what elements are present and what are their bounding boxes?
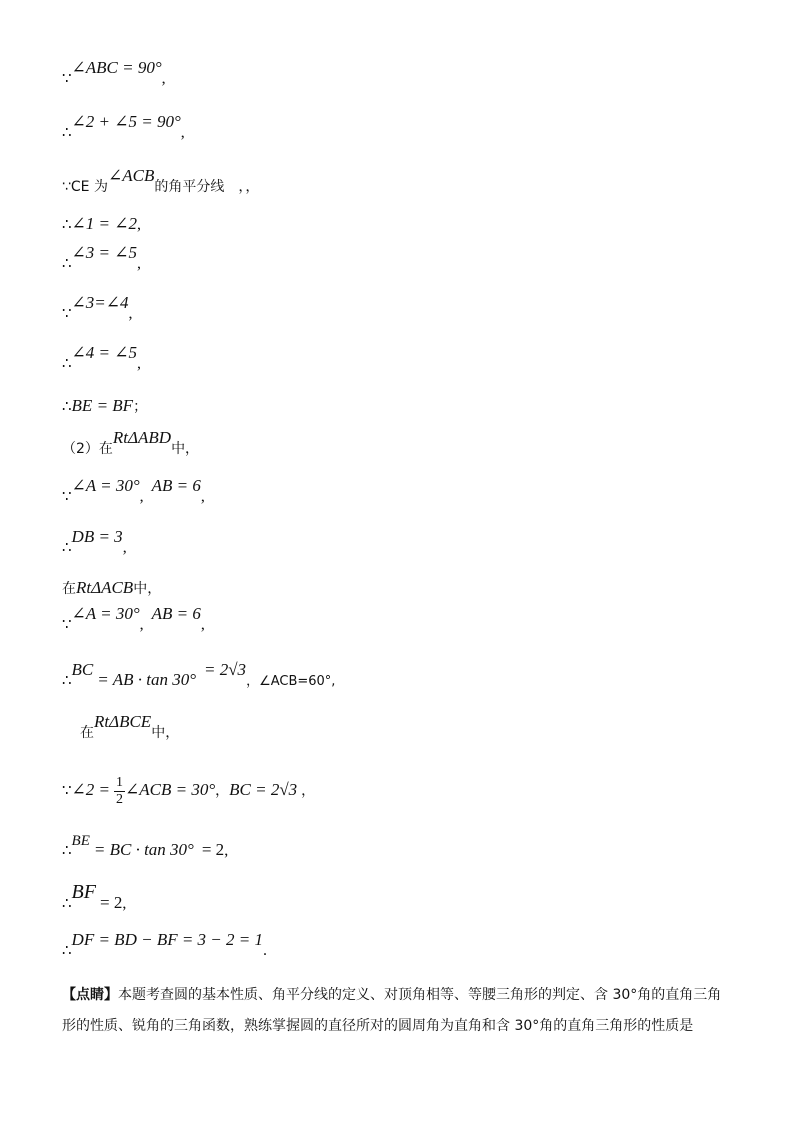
math-expression: AB = 6 (151, 476, 201, 495)
math-expression: RtΔBCE (94, 712, 152, 731)
text-suffix: 中， (151, 725, 180, 741)
math-expression: = 2 (99, 893, 123, 912)
math-expression: ∠ACB (107, 166, 155, 185)
because-symbol: ∵ (62, 487, 72, 505)
step-be-bf (62, 396, 147, 417)
text-suffix: 的角平分线 ，， (154, 179, 260, 195)
math-expression: ∠ABC = 90° (71, 58, 162, 77)
part-2-intro (62, 428, 200, 459)
math-expression: ∠ACB = 30° (125, 780, 216, 799)
therefore-symbol: ∴ (62, 254, 72, 272)
math-expression: = 2 (201, 840, 225, 859)
triangle-bce-intro (80, 712, 180, 743)
punctuation: ； (133, 399, 148, 415)
text-prefix: ∵CE 为 (62, 179, 108, 195)
punctuation: , (122, 539, 127, 556)
comment-text: 本题考查圆的基本性质、角平分线的定义、对顶角相等、等腰三角形的判定、含 30°角的直角三角形的性质、锐角的三角函数，熟练掌握圆的直径所对的圆周角为直角和含 30°角的直角三角形的性质是 (62, 987, 722, 1034)
punctuation: , (137, 216, 142, 233)
text-suffix: 中， (171, 441, 200, 457)
math-expression: ∠3 = ∠5 (71, 243, 138, 262)
math-expression: BE = BF (71, 396, 134, 415)
text-suffix: ，∠ACB=60°, (246, 674, 336, 689)
punctuation: . (263, 942, 267, 959)
punctuation: , (200, 488, 205, 505)
text-suffix: 中， (133, 581, 162, 597)
math-expression: AB = 6 (151, 604, 201, 623)
step-be-value (62, 833, 229, 861)
math-expression: = BC · tan 30° (93, 840, 194, 859)
punctuation: , (137, 355, 142, 372)
text-prefix: 在 (62, 581, 76, 597)
comment-tag: 【点睛】 (62, 987, 118, 1003)
punctuation: , (137, 255, 142, 272)
punctuation: , (224, 842, 229, 859)
math-expression: ∠2 = (71, 780, 111, 799)
therefore-symbol: ∴ (62, 354, 72, 372)
triangle-acb-intro (62, 578, 161, 599)
punctuation: , (161, 70, 166, 87)
step-angle-3-4 (62, 293, 133, 324)
math-expression: ∠3=∠4 (71, 293, 129, 312)
math-expression: = AB · tan 30° (97, 670, 196, 689)
therefore-symbol: ∴ (62, 841, 72, 859)
math-expression: = 2√3 (204, 660, 247, 679)
math-expression: RtΔABD (112, 428, 172, 447)
math-expression: ∠1 = ∠2 (71, 214, 138, 233)
math-expression: BC = 2√3 (229, 780, 298, 799)
therefore-symbol: ∴ (62, 538, 72, 556)
therefore-symbol: ∴ (62, 215, 72, 233)
because-symbol: ∵ (62, 781, 72, 799)
step-db (62, 527, 127, 558)
comment-paragraph (62, 980, 727, 1042)
step-given-a-ab: ∵∠A = 30°, AB = 6, (62, 476, 205, 505)
step-bf-value (62, 881, 127, 914)
punctuation: , (200, 616, 205, 633)
therefore-symbol: ∴ (62, 671, 72, 689)
text-prefix: 在 (80, 725, 94, 741)
punctuation: , (122, 895, 127, 912)
step-bisector (62, 166, 260, 197)
punctuation: ， (301, 783, 316, 799)
because-symbol: ∵ (62, 615, 72, 633)
step-angle-1-2 (62, 214, 141, 235)
step-df-value (62, 930, 267, 961)
punctuation: , (180, 124, 185, 141)
math-expression: BF (71, 881, 96, 903)
step-bc (62, 660, 336, 692)
math-expression: ∠A = 30° (71, 604, 140, 623)
math-expression: BC (71, 660, 94, 679)
math-expression: ∠A = 30° (71, 476, 140, 495)
math-expression: BE (71, 833, 90, 849)
math-expression: DB = 3 (71, 527, 123, 546)
step-angle-3-5 (62, 243, 142, 274)
therefore-symbol: ∴ (62, 941, 72, 959)
step-angle-2-value: ∵∠2 = $\frac{1}{2}$ ∠ACB = 30°，BC = 2√3 ， (62, 774, 316, 807)
math-expression: DF = BD − BF = 3 − 2 = 1 (71, 930, 263, 949)
step-angle-abc (62, 58, 166, 89)
because-symbol: ∵ (62, 69, 72, 87)
text-prefix: （2）在 (62, 441, 113, 457)
therefore-symbol: ∴ (62, 123, 72, 141)
therefore-symbol: ∴ (62, 397, 72, 415)
step-given-a-ab-2: ∵∠A = 30°, AB = 6, (62, 604, 205, 633)
because-symbol: ∵ (62, 304, 72, 322)
math-expression: ∠2 + ∠5 = 90° (71, 112, 181, 131)
step-angle-sum (62, 112, 185, 143)
step-angle-4-5 (62, 343, 142, 374)
punctuation: , (128, 305, 133, 322)
math-expression: ∠4 = ∠5 (71, 343, 138, 362)
therefore-symbol: ∴ (62, 894, 72, 912)
math-expression: RtΔACB (76, 578, 134, 597)
fraction-one-half: $\frac{1}{2}$ (116, 774, 124, 807)
